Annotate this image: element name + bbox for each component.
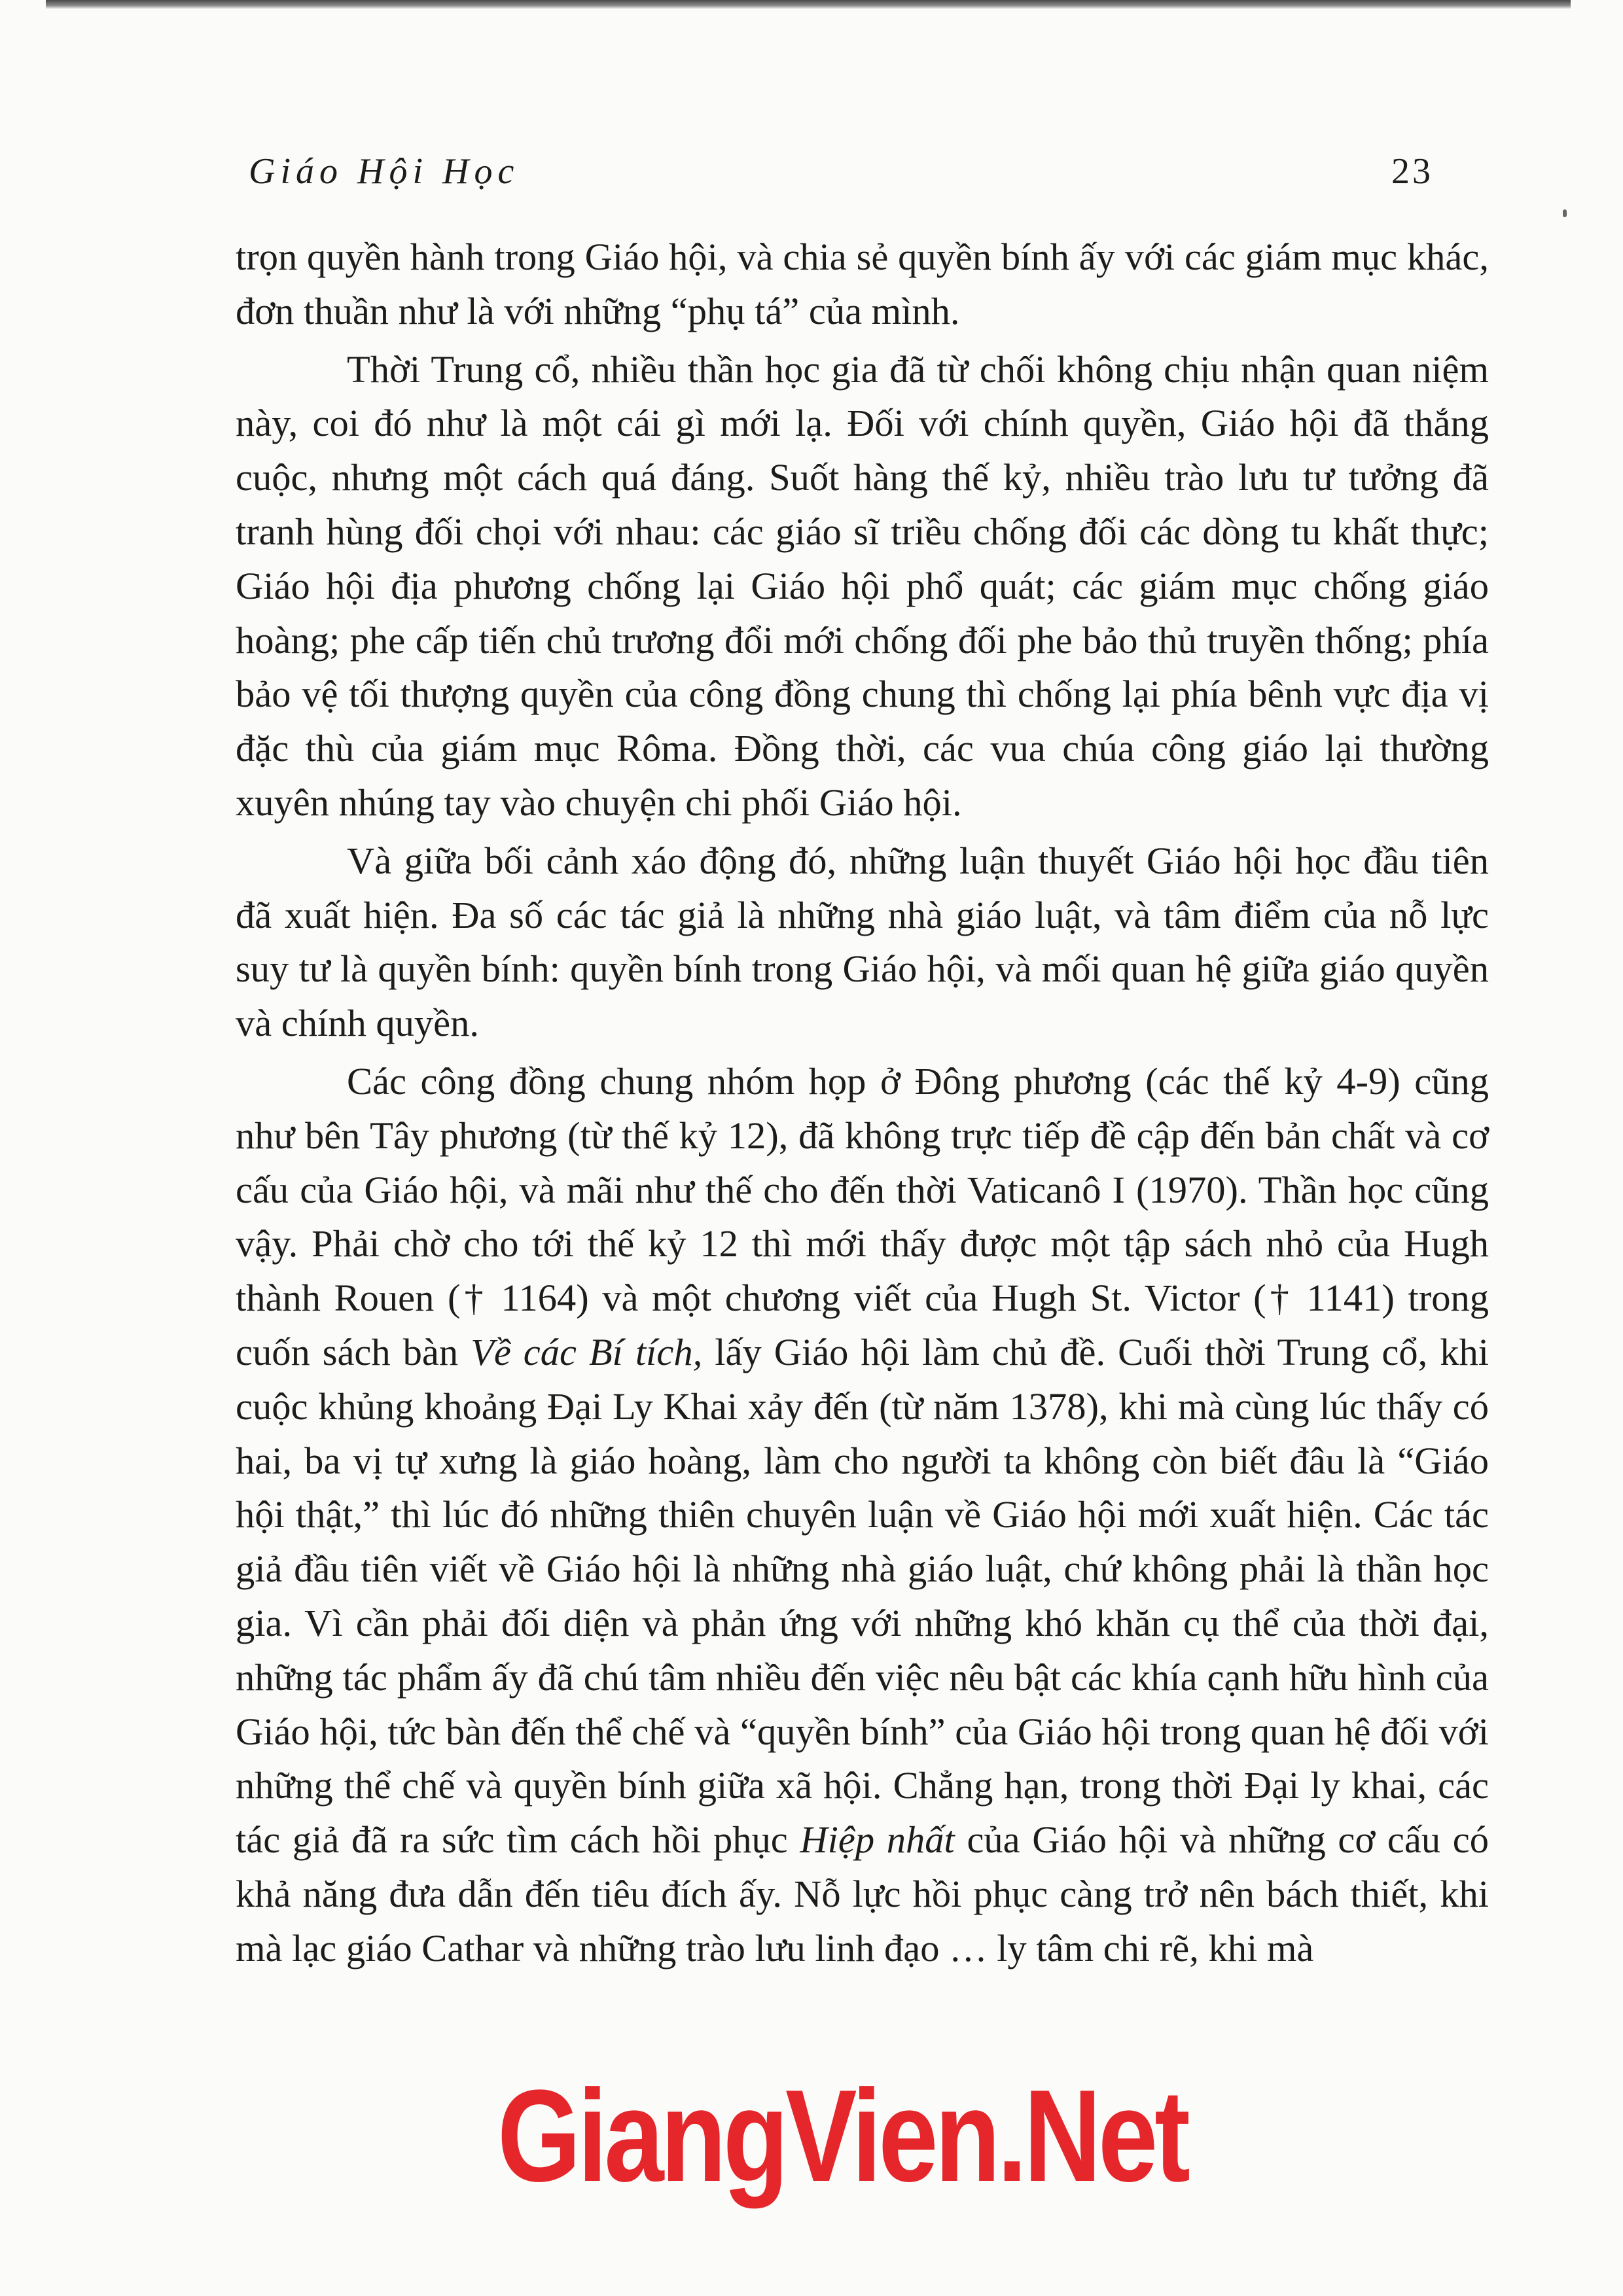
paragraph-4-text-c: của Giáo hội và những cơ cấu có khả năng đưa dẫn đến tiêu đích ấy. Nỗ lực hồi phục càng trở nên bách thiết, khi mà lạc giáo Cathar và những trào lưu linh đạo … ly tâm chi rẽ, khi mà bbox=[236, 1818, 1489, 1969]
scan-speck bbox=[1563, 209, 1567, 217]
page-number: 23 bbox=[1391, 151, 1433, 192]
paragraph-3-text: Và giữa bối cảnh xáo động đó, những luận thuyết Giáo hội học đầu tiên đã xuất hiện. Đa số các tác giả là những nhà giáo luật, và tâm điểm của nỗ lực suy tư là quyền bính: quyền bính trong Giáo hội, và mối quan hệ giữa giáo quyền và chính quyền. bbox=[236, 839, 1489, 1045]
watermark-logo: GiangVien.Net bbox=[497, 2063, 1187, 2209]
running-header bbox=[249, 150, 1433, 203]
paragraph-1-text: trọn quyền hành trong Giáo hội, và chia sẻ quyền bính ấy với các giám mục khác, đơn thuần như là với những “phụ tá” của mình. bbox=[236, 236, 1489, 332]
paragraph-4-text-a: Các công đồng chung nhóm họp ở Đông phương (các thế kỷ 4-9) cũng như bên Tây phương (từ thế kỷ 12), đã không trực tiếp đề cập đến bản chất và cơ cấu của Giáo hội, và mãi như thế cho đến thời Vaticanô I (1970). Thần học cũng vậy. Phải chờ cho tới thế kỷ 12 thì mới thấy được một tập sách nhỏ của Hugh thành Rouen († 1164) và một chương viết của Hugh St. Victor († 1141) trong cuốn sách bàn bbox=[236, 1059, 1489, 1373]
paragraph-2 bbox=[236, 343, 1489, 830]
paragraph-4-text-b: lấy Giáo hội làm chủ đề. Cuối thời Trung cổ, khi cuộc khủng khoảng Đại Ly Khai xảy đến (từ năm 1378), khi mà cùng lúc thấy có hai, ba vị tự xưng là giáo hoàng, làm cho người ta không còn biết đâu là “Giáo hội thật,” thì lúc đó những thiên chuyên luận về Giáo hội mới xuất hiện. Các tác giả đầu tiên viết về Giáo hội là những nhà giáo luật, chứ không phải là thần học gia. Vì cần phải đối diện và phản ứng với những khó khăn cụ thể của thời đại, những tác phẩm ấy đã chú tâm nhiều đến việc nêu bật các khía cạnh hữu hình của Giáo hội, tức bàn đến thể chế và “quyền bính” của Giáo hội trong quan hệ đối với những thể chế và quyền bính giữa xã hội. Chẳng hạn, trong thời Đại ly khai, các tác giả đã ra sức tìm cách hồi phục bbox=[236, 1330, 1489, 1862]
paragraph-3 bbox=[236, 834, 1489, 1051]
running-header-title: Giáo Hội Học bbox=[249, 151, 520, 192]
paragraph-4 bbox=[236, 1055, 1489, 1976]
unity-emphasis: Hiệp nhất bbox=[800, 1818, 955, 1862]
book-title-emphasis: Về các Bí tích, bbox=[471, 1330, 703, 1373]
paragraph-1 bbox=[236, 230, 1489, 339]
body-text bbox=[236, 230, 1489, 1976]
scan-edge-shadow bbox=[46, 0, 1571, 9]
paragraph-2-text: Thời Trung cổ, nhiều thần học gia đã từ chối không chịu nhận quan niệm này, coi đó như là một cái gì mới lạ. Đối với chính quyền, Giáo hội đã thắng cuộc, nhưng một cách quá đáng. Suốt hàng thế kỷ, nhiều trào lưu tư tưởng đã tranh hùng đối chọi với nhau: các giáo sĩ triều chống đối các dòng tu khất thực; Giáo hội địa phương chống lại Giáo hội phổ quát; các giám mục chống giáo hoàng; phe cấp tiến chủ trương đổi mới chống đối phe bảo thủ truyền thống; phía bảo vệ tối thượng quyền của công đồng chung thì chống lại phía bênh vực địa vị đặc thù của giám mục Rôma. Đồng thời, các vua chúa công giáo lại thường xuyên nhúng tay vào chuyện chi phối Giáo hội. bbox=[236, 347, 1489, 824]
